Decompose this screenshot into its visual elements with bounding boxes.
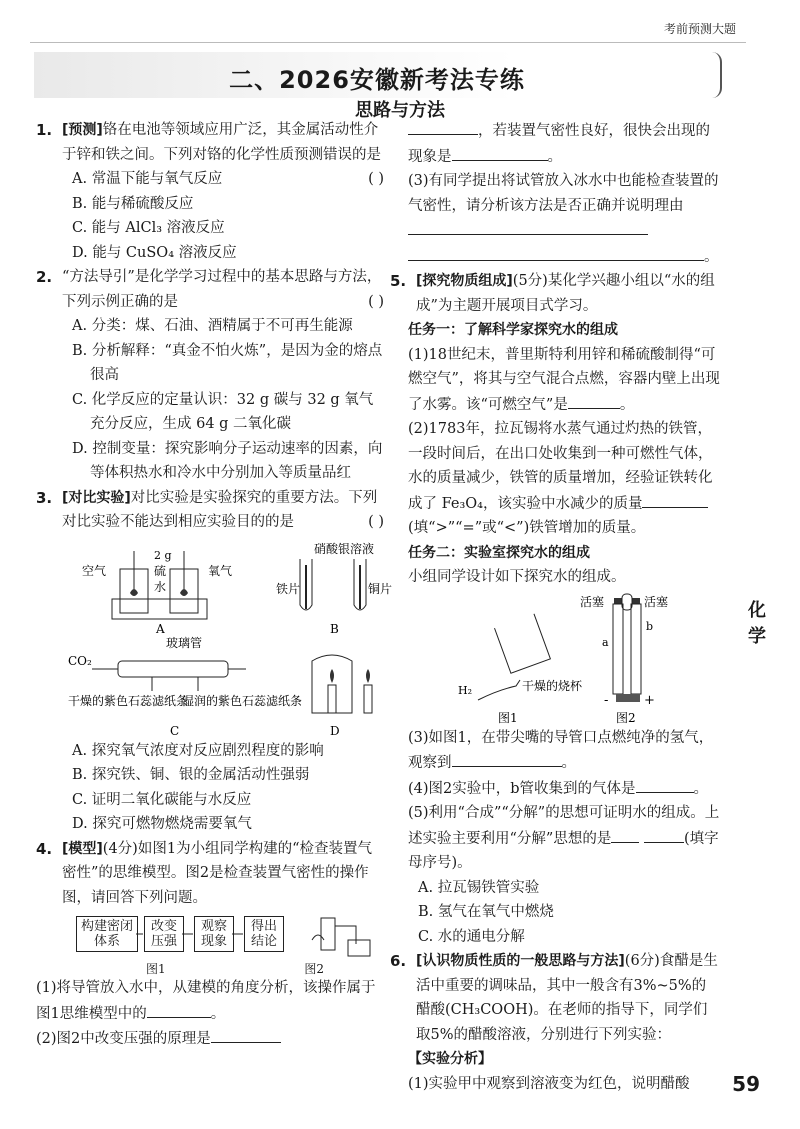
label-dry-litmus: 干燥的紫色石蕊滤纸条: [68, 693, 189, 708]
answer-blank[interactable]: [452, 750, 562, 767]
model-step: 观察现象: [194, 916, 234, 952]
label-sulfur-mass: 2 g: [154, 548, 172, 562]
label-positive: +: [644, 692, 655, 708]
figure-label: 图2: [304, 962, 324, 976]
banner-title: 二、2026安徽新考法专练: [229, 66, 525, 94]
label-copper-sheet: 铜片: [368, 581, 393, 596]
subject-side-label: 化 学: [748, 600, 766, 647]
label-oxygen: 氧气: [208, 563, 233, 578]
question-number: 2.: [36, 268, 53, 286]
thinking-model: [36, 916, 384, 956]
question-3: [36, 486, 393, 837]
header-rule: [30, 42, 746, 43]
question-stem: 对比实验是实验探究的重要方法。下列对比实验不能达到相应实验目的的是: [62, 489, 378, 530]
q4-continued: ，若装置气密性良好，很快会出现的现象是 。: [408, 118, 720, 169]
label-dry-beaker: 干燥的烧杯: [522, 678, 583, 693]
answer-paren: ( ): [368, 514, 384, 530]
label-wet-litmus: 湿润的紫色石蕊滤纸条: [182, 693, 303, 708]
intro-text: 小组同学设计如下探究水的组成。: [408, 569, 626, 585]
figure-label-d: D: [330, 723, 340, 738]
label-valve-right: 活塞: [644, 594, 669, 609]
task-heading: 任务一：了解科学家探究水的组成: [408, 322, 618, 338]
option: B. 能与稀硫酸反应: [72, 195, 194, 212]
question-stem: 食醋是生活中重要的调味品，其中一般含有3%~5%的醋酸(CH₃COOH)。在老师的指导下，同学们取5%的醋酸溶液，分别进行下列实验：: [416, 953, 718, 1043]
label-h2: H₂: [458, 683, 473, 697]
subquestion: (2)图2中改变压强的原理是: [36, 1026, 384, 1052]
experiment-figure-cd: [62, 635, 382, 739]
model-arrows: [36, 916, 396, 958]
figure-label: 图2: [616, 710, 636, 725]
question-score: (4分): [102, 840, 138, 857]
option: C. 能与 AlCl₃ 溶液反应: [72, 220, 225, 236]
answer-blank[interactable]: [408, 244, 704, 261]
answer-blank[interactable]: [642, 491, 670, 508]
figure-label-a: A: [156, 621, 165, 636]
answer-blank[interactable]: [611, 826, 639, 843]
option: A. 探究氧气浓度对反应剧烈程度的影响: [72, 742, 324, 759]
answer-blank[interactable]: [636, 776, 694, 793]
option: B. 分析解释：“真金不怕火炼”，是因为金的熔点很高: [72, 342, 383, 383]
question-tag: [认识物质性质的一般思路与方法]: [416, 953, 625, 969]
subquestion: (2)1783年，拉瓦锡将水蒸气通过灼热的铁管，一段时间后，在出口处收集到一种可燃性气体，水的质量减少，铁管的质量增加，经验证铁转化成了 Fe₃O₄，该实验中水减少的质量(填“>”“=”或“<”)铁管增加的质量。: [408, 421, 713, 536]
subquestion: (3)有同学提出将试管放入冰水中也能检查装置的气密性，请分析该方法是否正确并说明理由 。: [408, 173, 719, 265]
subquestion: (4)图2实验中，b管收集到的气体是 。: [408, 776, 720, 802]
subquestion: (1)18世纪末，普里斯特利用锌和稀硫酸制得“可燃空气”，将其与空气混合点燃，容器内壁上出现了水雾。该“可燃空气”是 。: [408, 346, 720, 413]
figure-label: 图1: [498, 710, 518, 725]
label-sulfur: 硫: [154, 563, 167, 578]
label-silver-nitrate: 硝酸银溶液: [314, 541, 375, 556]
option: C. 水的通电分解: [418, 928, 525, 945]
answer-blank[interactable]: [408, 118, 478, 135]
option: D. 控制变量：探究影响分子运动速率的因素，向等体积热水和冷水中分别加入等质量品红: [72, 440, 383, 481]
label-water: 水: [154, 579, 167, 594]
section-heading: 【实验分析】: [408, 1051, 492, 1067]
option: C. 证明二氧化碳能与水反应: [72, 791, 252, 808]
question-number: 5.: [390, 272, 407, 290]
water-experiment-figure: [408, 590, 720, 726]
question-tag: [探究物质组成]: [416, 273, 513, 289]
option: D. 探究可燃物燃烧需要氧气: [72, 816, 252, 832]
left-column: [36, 118, 393, 1052]
option: C. 化学反应的定量认识：32 g 碳与 32 g 氧气充分反应，生成 64 g 二氧化碳: [72, 391, 374, 432]
question-stem: “方法导引”是化学学习过程中的基本思路与方法，下列示例正确的是: [62, 269, 382, 310]
option: A. 常温下能与氧气反应: [72, 171, 223, 187]
question-number: 1.: [36, 121, 53, 139]
experiment-figure-ab: [62, 539, 393, 636]
question-number: 4.: [36, 839, 53, 858]
answer-paren: ( ): [368, 171, 384, 187]
question-score: (5分): [512, 273, 548, 289]
label-valve-left: 活塞: [580, 594, 605, 609]
label-tube-b: b: [646, 619, 654, 633]
answer-blank[interactable]: [670, 491, 708, 508]
answer-blank[interactable]: [211, 1026, 281, 1043]
label-co2: CO₂: [68, 653, 92, 668]
question-1: [36, 118, 384, 265]
right-column: [390, 118, 720, 1096]
answer-blank[interactable]: [644, 826, 684, 843]
subquestion: (1)将导管放入水中，从建模的角度分析，该操作属于图1思维模型中的 。: [36, 980, 376, 1022]
question-tag: [模型]: [62, 840, 103, 857]
option: A. 拉瓦锡铁管实验: [418, 879, 540, 896]
question-number: 6.: [390, 952, 407, 970]
question-5: [390, 269, 720, 318]
label-iron-sheet: 铁片: [276, 581, 301, 596]
subquestion: (1)实验甲中观察到溶液变为红色，说明醋酸: [408, 1075, 690, 1092]
answer-blank[interactable]: [408, 218, 648, 235]
label-glass-tube: 玻璃管: [166, 635, 203, 650]
option: B. 探究铁、铜、银的金属活动性强弱: [72, 767, 310, 783]
subquestion: (3)如图1，在带尖嘴的导管口点燃纯净的氢气，观察到 。: [408, 729, 714, 771]
question-4: [36, 837, 384, 1052]
figure-label-b: B: [330, 621, 339, 636]
section-subtitle: 思路与方法: [355, 100, 445, 121]
answer-paren: ( ): [368, 293, 384, 310]
option: A. 分类：煤、石油、酒精属于不可再生能源: [72, 318, 353, 334]
figure-label: 图1: [146, 962, 166, 976]
subquestion: (5)利用“合成”“分解”的思想可证明水的组成。上述实验主要利用“分解”思想的是 (填字母序号)。: [408, 805, 720, 871]
question-2: [36, 265, 384, 486]
question-score: (6分): [624, 953, 660, 969]
model-step: 得出结论: [244, 916, 284, 952]
answer-blank[interactable]: [147, 1001, 211, 1018]
header-tag: 考前预测大题: [663, 22, 736, 36]
question-tag: [预测]: [62, 122, 103, 138]
question-stem: 铬在电池等领域应用广泛，其金属活动性介于锌和铁之间。下列对铬的化学性质预测错误的是: [62, 122, 381, 163]
section-banner: [34, 52, 722, 98]
label-tube-a: a: [602, 635, 609, 649]
question-6: [390, 949, 720, 1047]
model-step: 改变压强: [144, 916, 184, 952]
answer-blank[interactable]: [452, 144, 548, 161]
question-number: 3.: [36, 488, 53, 507]
figure-label-c: C: [170, 723, 180, 738]
question-stem: 如图1为小组同学构建的“检查装置气密性”的思维模型。图2是检查装置气密性的操作图，请回答下列问题。: [62, 840, 372, 906]
model-step: 构建密闭体系: [76, 916, 138, 952]
answer-blank[interactable]: [568, 392, 620, 409]
question-stem: 某化学兴趣小组以“水的组成”为主题开展项目式学习。: [416, 273, 715, 314]
page-number: 59: [732, 1072, 760, 1096]
task-heading: 任务二：实验室探究水的组成: [408, 544, 590, 561]
question-tag: [对比实验]: [62, 489, 131, 506]
option: B. 氢气在氧气中燃烧: [418, 904, 554, 920]
label-negative: -: [604, 692, 609, 708]
option: D. 能与 CuSO₄ 溶液反应: [72, 244, 237, 261]
label-air: 空气: [82, 563, 107, 578]
